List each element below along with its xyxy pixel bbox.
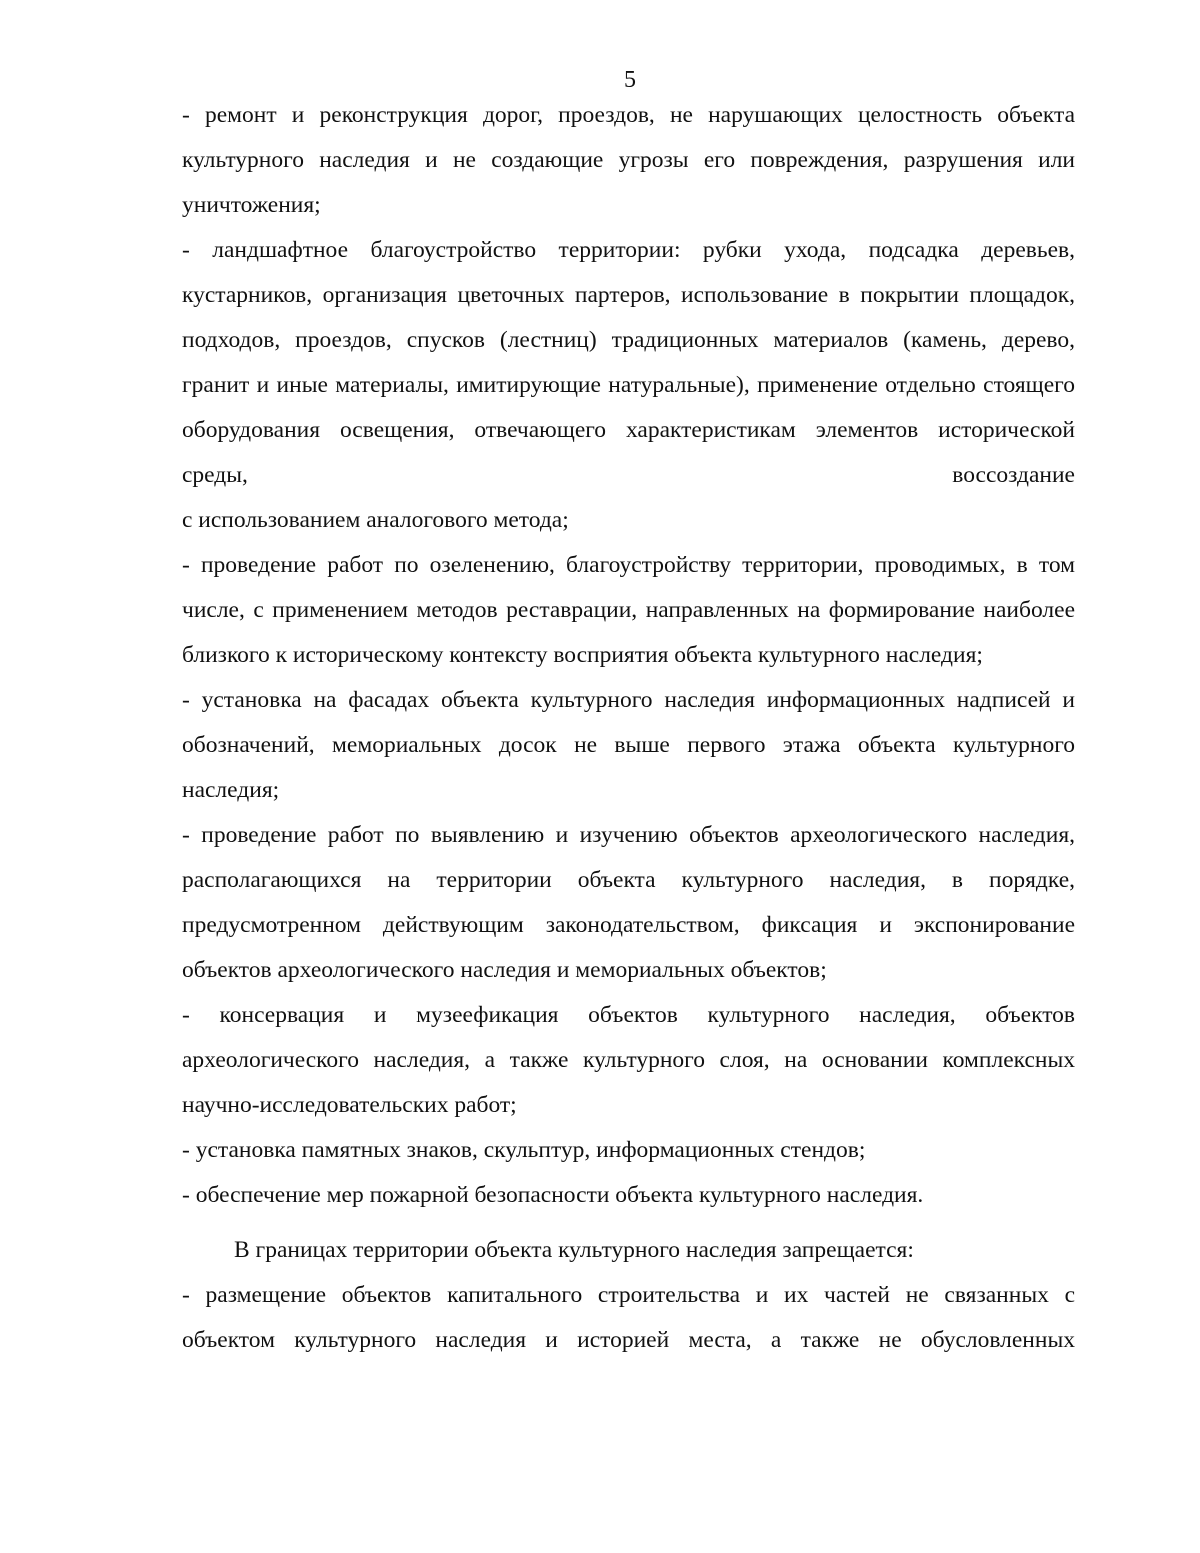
paragraph-road-repair: - ремонт и реконструкция дорог, проездов, не нарушающих целостность объекта культурного наследия и не создающие угрозы его повреждения, разрушения или уничтожения; bbox=[182, 102, 1075, 218]
paragraph-archaeology-research: - проведение работ по выявлению и изучению объектов археологического наследия, располагающихся на территории объекта культурного наследия, в порядке, предусмотренном действующим законодательством, фиксация и экспонирование объектов археологического наследия и мемориальных объектов; bbox=[182, 822, 1075, 983]
paragraph-capital-construction: - размещение объектов капитального строительства и их частей не связанных с объектом культурного наследия и историей места, а также не обусловленных bbox=[182, 1282, 1075, 1353]
paragraph-greening: - проведение работ по озеленению, благоустройству территории, проводимых, в том числе, с применением методов реставрации, направленных на формирование наиболее близкого к историческому контексту восприятия объекта культурного наследия; bbox=[182, 552, 1075, 668]
paragraph-memorial-signs: - установка памятных знаков, скульптур, информационных стендов; bbox=[182, 1137, 866, 1163]
page-number: 5 bbox=[624, 67, 636, 93]
paragraph-landscaping: - ландшафтное благоустройство территории: рубки ухода, подсадка деревьев, кустарников, организация цветочных партеров, использование в покрытии площадок, подходов, проездов, спусков (лестниц) традиционных материалов (камень, дерево, гранит и иные материалы, имитирующие натуральные), применение отдельно стоящего оборудования освещения, отвечающего характеристикам элементов исторической среды, воссоздание bbox=[182, 237, 1075, 488]
paragraph-facade-signs: - установка на фасадах объекта культурного наследия информационных надписей и обозначений, мемориальных досок не выше первого этажа объекта культурного наследия; bbox=[182, 687, 1075, 803]
paragraph-fire-safety: - обеспечение мер пожарной безопасности объекта культурного наследия. bbox=[182, 1182, 924, 1208]
paragraph-conservation: - консервация и музеефикация объектов культурного наследия, объектов археологического наследия, а также культурного слоя, на основании комплексных научно-исследовательских работ; bbox=[182, 1002, 1075, 1118]
paragraph-analog-method: с использованием аналогового метода; bbox=[182, 507, 569, 533]
paragraph-prohibitions-heading: В границах территории объекта культурного наследия запрещается: bbox=[234, 1237, 914, 1263]
document-body bbox=[182, 93, 1075, 1363]
